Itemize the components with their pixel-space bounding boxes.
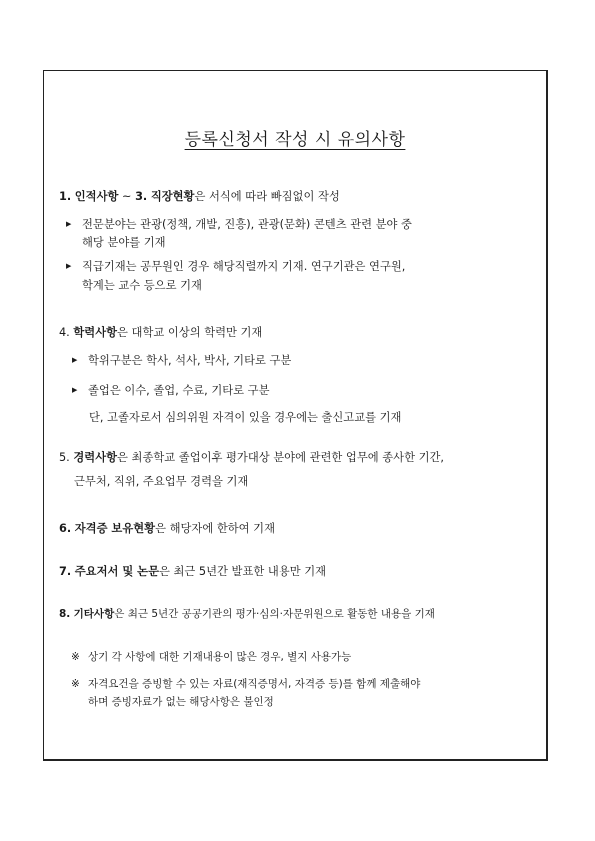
item-4-heading: 학력사항	[73, 326, 118, 339]
item-8-heading: 기타사항	[73, 608, 115, 620]
item-1-sub-2: ▶ 직급기재는 공무원인 경우 해당직렬까지 기재. 연구기관은 연구원,	[66, 260, 406, 273]
reference-mark-icon: ※	[71, 678, 80, 690]
item-6	[59, 522, 275, 536]
item-3-heading: 직장현황	[150, 190, 195, 203]
item-4-sub-1: ▶ 학위구분은 학사, 석사, 박사, 기타로 구분	[72, 354, 292, 367]
item-1-heading: 인적사항	[74, 190, 119, 203]
item-1-sub-1-cont: 해당 분야를 기재	[82, 236, 166, 249]
reference-mark-icon: ※	[71, 651, 80, 663]
item-4-sub-2: ▶ 졸업은 이수, 졸업, 수료, 기타로 구분	[72, 384, 270, 397]
document-frame	[43, 70, 548, 761]
item-7-text: 은 최근 5년간 발표한 내용만 기재	[159, 565, 327, 578]
item-6-number: 6.	[59, 522, 72, 535]
item-1	[59, 190, 340, 204]
note-2: ※ 자격요건을 증빙할 수 있는 자료(재직증명서, 자격증 등)를 함께 제출해야	[71, 678, 421, 690]
item-1-number: 1.	[59, 190, 72, 203]
page-title: 등록신청서 작성 시 유의사항	[184, 130, 406, 150]
item-7	[59, 565, 326, 579]
item-4-text: 은 대학교 이상의 학력만 기재	[117, 326, 263, 339]
item-8-number: 8.	[59, 608, 71, 620]
item-8	[59, 607, 435, 621]
item-5-heading: 경력사항	[73, 451, 118, 464]
item-6-text: 은 해당자에 한하여 기재	[155, 522, 275, 535]
item-5-number: 5.	[59, 451, 70, 464]
item-4-number: 4.	[59, 326, 70, 339]
item-6-heading: 자격증 보유현황	[74, 522, 156, 535]
item-7-heading: 주요저서 및 논문	[74, 565, 160, 578]
item-5	[59, 451, 444, 465]
triangle-right-icon: ▶	[66, 220, 72, 228]
item-1-sub-2-cont: 학계는 교수 등으로 기재	[82, 279, 202, 292]
item-1-sub-1: ▶ 전문분야는 관광(정책, 개발, 진흥), 관광(문화) 콘텐츠 관련 분야 중	[66, 218, 412, 231]
triangle-right-icon: ▶	[72, 356, 78, 364]
item-4-sub-3: 단, 고졸자로서 심의위원 자격이 있을 경우에는 출신고교를 기재	[89, 411, 402, 424]
item-7-number: 7.	[59, 565, 72, 578]
triangle-right-icon: ▶	[66, 262, 72, 270]
item-5-cont: 근무처, 직위, 주요업무 경력을 기재	[74, 475, 249, 488]
item-1-separator: ~	[118, 190, 136, 203]
item-8-text: 은 최근 5년간 공공기관의 평가·심의·자문위원으로 활동한 내용을 기재	[114, 608, 435, 620]
item-3-number: 3.	[135, 190, 148, 203]
note-2-cont: 하며 증빙자료가 없는 해당사항은 불인정	[88, 696, 274, 708]
item-5-text: 은 최종학교 졸업이후 평가대상 분야에 관련한 업무에 종사한 기간,	[117, 451, 444, 464]
triangle-right-icon: ▶	[72, 386, 78, 394]
item-1-text: 은 서식에 따라 빠짐없이 작성	[194, 190, 340, 203]
item-4	[59, 326, 262, 340]
note-1: ※ 상기 각 사항에 대한 기재내용이 많은 경우, 별지 사용가능	[71, 651, 352, 663]
